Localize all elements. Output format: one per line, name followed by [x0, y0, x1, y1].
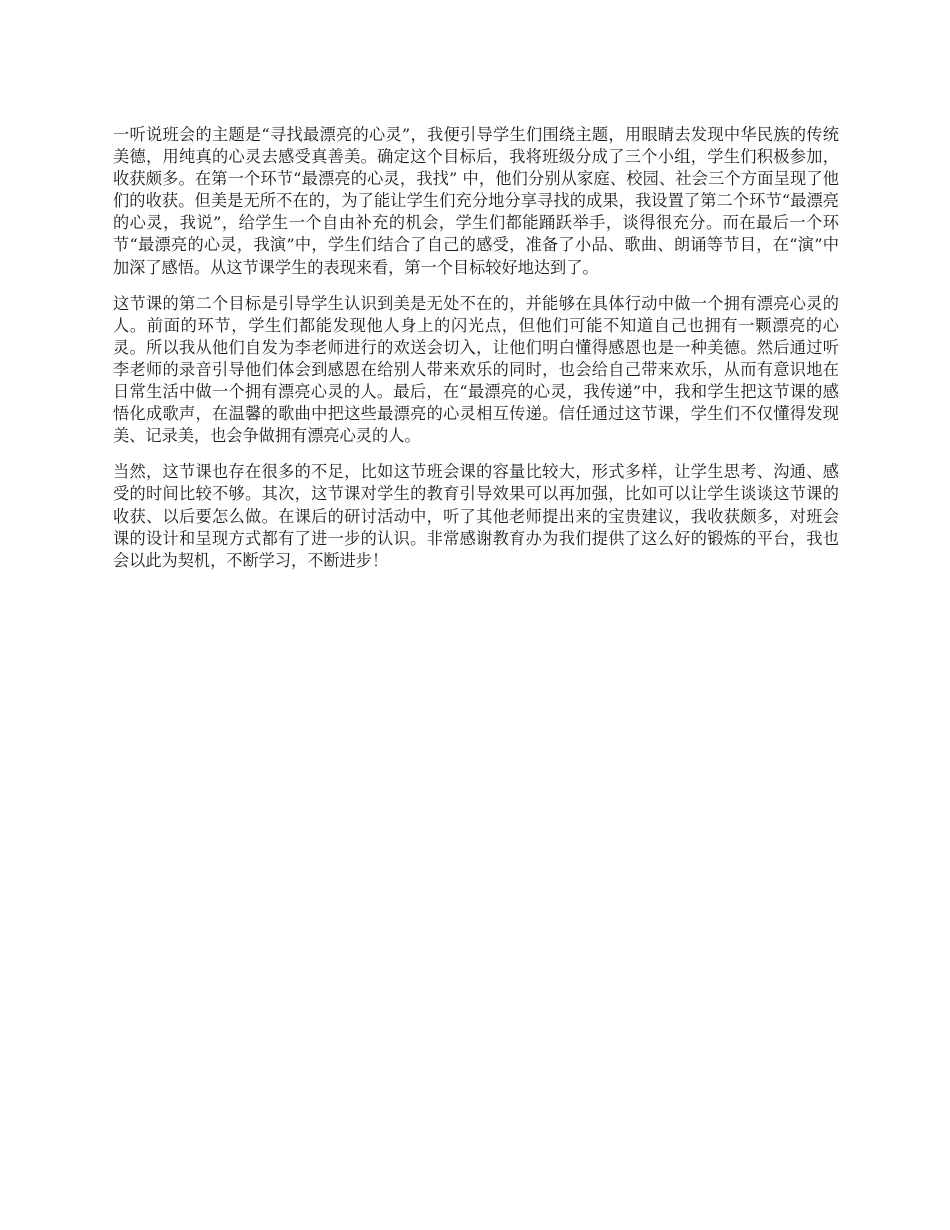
document-body	[113, 124, 839, 586]
paragraph-3: 当然，这节课也存在很多的不足，比如这节班会课的容量比较大，形式多样，让学生思考、沟通、感受的时间比较不够。其次，这节课对学生的教育引导效果可以再加强，比如可以让学生谈谈这节课的收获、以后要怎么做。在课后的研讨活动中，听了其他老师提出来的宝贵建议，我收获颇多，对班会课的设计和呈现方式都有了进一步的认识。非常感谢教育办为我们提供了这么好的锻炼的平台，我也会以此为契机，不断学习，不断进步！	[113, 462, 839, 570]
paragraph-1: 一听说班会的主题是“寻找最漂亮的心灵”，我便引导学生们围绕主题，用眼睛去发现中华民族的传统美德，用纯真的心灵去感受真善美。确定这个目标后，我将班级分成了三个小组，学生们积极参加，收获颇多。在第一个环节“最漂亮的心灵，我找” 中，他们分别从家庭、校园、社会三个方面呈现了他们的收获。但美是无所不在的，为了能让学生们充分地分享寻找的成果，我设置了第二个环节“最漂亮的心灵，我说”，给学生一个自由补充的机会，学生们都能踊跃举手，谈得很充分。而在最后一个环节“最漂亮的心灵，我演”中，学生们结合了自己的感受，准备了小品、歌曲、朗诵等节目，在“演”中加深了感悟。从这节课学生的表现来看，第一个目标较好地达到了。	[113, 125, 839, 277]
paragraph-2: 这节课的第二个目标是引导学生认识到美是无处不在的，并能够在具体行动中做一个拥有漂亮心灵的人。前面的环节，学生们都能发现他人身上的闪光点，但他们可能不知道自己也拥有一颗漂亮的心灵。所以我从他们自发为李老师进行的欢送会切入，让他们明白懂得感恩也是一种美德。然后通过听李老师的录音引导他们体会到感恩在给别人带来欢乐的同时，也会给自己带来欢乐，从而有意识地在日常生活中做一个拥有漂亮心灵的人。最后，在“最漂亮的心灵，我传递”中，我和学生把这节课的感悟化成歌声，在温馨的歌曲中把这些最漂亮的心灵相互传递。信任通过这节课，学生们不仅懂得发现美、记录美，也会争做拥有漂亮心灵的人。	[113, 293, 839, 446]
